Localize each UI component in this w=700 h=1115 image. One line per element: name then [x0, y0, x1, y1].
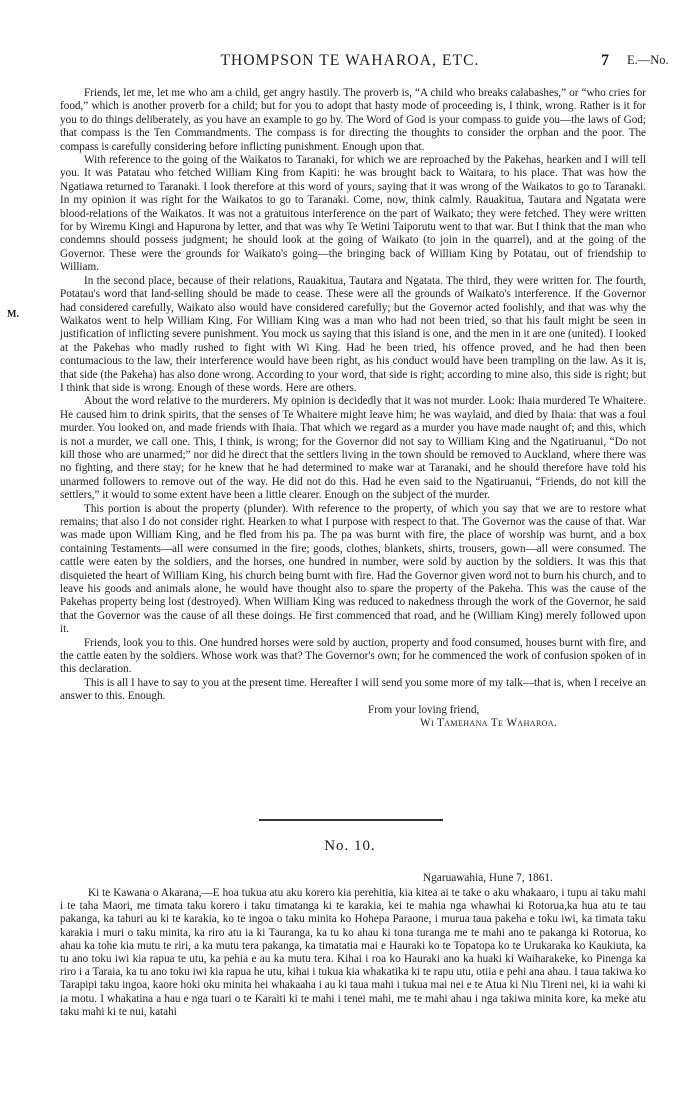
paper-code: E.—No.	[627, 53, 669, 67]
paragraph: In the second place, because of their relations, Rauakitua, Tautara and Ngatata. The third, they were written for. The fourth, Potatau's word that land-selling should be made to cease. These were all the grounds of Waikato's interference. If the Governor had considered carefully, Waikato also would have considered carefully; but the Governor acted foolishly, and that was why the Waikatos went to help William King. For William King was a man who had not been tried, so that his fault might be seen in justification of inflicting severe punishment. You mock us saying that this island is one, and the men in it are one (united). I looked at the Pakehas who madly rushed to fight with Wi King. Had he been tried, his offence proved, and he had then been contumacious to the law, their interference would have been right, as his conduct would have been trampling on the law. As it is, that side (the Pakeha) has also done wrong. According to your word, that side is right; according to mine also, this side is right; but I think that side is wrong. Enough of these words. Here are others.	[60, 274, 646, 394]
signature: Wi Tamehana Te Waharoa.	[420, 717, 558, 730]
maori-letter-body	[60, 887, 646, 1019]
section-heading: No. 10.	[324, 838, 376, 854]
paragraph: Ki te Kawana o Akarana,—E hoa tukua atu aku korero kia perehitia, kia kitea ai te take o aku whakaaro, i tupu ai taku mahi i te taha Maori, me timata taku korero i taku timatanga ki te karakia, kei te mahia nga whawhai ki Rotorua,ka hua atu te tau pakanga, ka tahuri au ki te karakia, ko te ingoa o taku minita ko Hohepa Paraone, i murua taua pakeha e toku iwi, ka timata taku karakia i muri o taku minita, ka riro atu ia ki Tauranga, ka tu ko ahau ki tona turanga me te mahi ano te pakanga ki Rotorua, ko ahau ka tohe kia mutu te riri, a ka mutu tera pakanga, ka timatatia mai e Hauraki ko te Topatopa ko te Urukaraka ko Kaukiuta, ka tu ano toku iwi kia rapua te utu, ka pehia e au ka mutu tera. Kihai i roa ko Hauraki ano ka huaki ki Waiharakeke, ko Pinenga ka riro i a Taraia, ka tu ano toku iwi kia rapua he utu, kihai i tukua kia whakatika ki te rapu utu, otiia e pehi ana ahau. I taua takiwa ko Tarapipi taku ingoa, kaore hoki oku minita hei whakaaha i au ki taua mahi i tukua mai nei e te Atua ki Niu Tireni nei, ki ia wahi ki ia motu. I whakatina a hau e nga tuari o te Karaiti ki te mahi i tenei mahi, me te mahi ahau i nga takiwa minita kore, ka meke atu taku mahi ki te nui, katahi	[60, 887, 646, 1018]
letter-dateline: Ngaruawahia, Hune 7, 1861.	[423, 872, 553, 884]
page-number: 7	[601, 52, 609, 69]
paragraph: Friends, let me, let me who am a child, get angry hastily. The proverb is, “A child who breaks calabashes,” or “who cries for food,” which is another proverb for a child; but for you to adopt that hasty mode of proceeding is, I think, wrong. Rather is it for you to do things deliberately, as you have an example to go by. The Word of God is your compass to guide you—the laws of God; that compass is the Ten Commandments. The compass is for directing the thoughts to consider the orphan and the poor. The compass is carefully considering before inflicting punishment. Enough upon that.	[60, 87, 646, 153]
paragraph: This portion is about the property (plunder). With reference to the property, of which you say that we are to restore what remains; that also I do not consider right. Hearken to what I purpose with respect to that. The Governor was the cause of that. War was made upon William King, and he fled from his pa. The pa was burnt with fire, the place of worship was burnt, and a box containing Testaments—all were consumed in the fire; goods, clothes, blankets, shirts, trousers, gown—all were consumed. The cattle were eaten by the soldiers, and the horses, one hundred in number, were sold by auction by the soldiers. It was this that disquieted the heart of William King, his church being burnt with fire. Had the Governor given word not to burn his church, and to leave his goods and animals alone, he would have thought also to spare the property of the Pakeha. This was the cause of the Pakehas property being lost (destroyed). When William King was reduced to nakedness through the work of the Governor, he said that the Governor was the cause of all these doings. He first commenced that road, and he (William King) merely followed upon it.	[60, 502, 646, 636]
page-header	[0, 52, 700, 74]
letter-closing: From your loving friend,	[368, 703, 480, 716]
paragraph: This is all I have to say to you at the present time. Hereafter I will send you some more of my talk—that is, when I receive an answer to this. Enough.	[60, 676, 646, 703]
paragraph: About the word relative to the murderers. My opinion is decidedly that it was not murder. Look: Ihaia murdered Te Whaitere. He caused him to drink spirits, that the senses of Te Whaitere might leave him; he was waylaid, and died by Ihaia: that was a foul murder. You looked on, and made friends with Ihaia. That which we regard as a murder you have made naught of; and this, which is not a murder, we call one. This, I think, is wrong; for the Governor did not say to William King and the Ngatiruanui, “Do not kill those who are unarmed;” nor did he direct that the settlers living in the town should be removed to Auckland, where there was no fighting, and there stay; for he knew that he had determined to make war at Taranaki, and he should therefore have told his unarmed followers to remove out of the way. He did not do this. Had he even said to the Ngatiruanui, “Friends, do not kill the settlers,” it would to some extent have been a little clearer. Enough on the subject of the murder.	[60, 395, 646, 502]
letter-body	[60, 87, 646, 731]
paragraph: Friends, look you to this. One hundred horses were sold by auction, property and food consumed, houses burnt with fire, and the cattle eaten by the soldiers. Whose work was that? The Governor's own; for he commenced the work of confusion spoken of in this declaration.	[60, 636, 646, 676]
section-divider	[259, 819, 443, 821]
paragraph: With reference to the going of the Waikatos to Taranaki, for which we are reproached by the Pakehas, hearken and I will tell you. It was Patatau who fetched William King from Kapiti: he was brought back to Waitara, to his place. That was how the Ngatiawa returned to Taranaki. I look therefore at this word of yours, saying that it was wrong of the Waikatos to go to Taranaki. In my opinion it was right for the Waikatos to go to Taranaki. Come, now, think calmly. Rauakitua, Tautara and Ngatata were blood-relations of the Waikatos. It was not a gratuitous interference on the part of Waikato; they were fetched. They were written for by Wiremu Kingi and Hapurona by letter, and that was why Te Wetini Taiporutu went to that war. But I think that the man who condemns should possess judgment; he should look at the going of Waikato (to join in the quarrel), and at the going of the Governor. These were the grounds for Waikato's going—the bringing back of William King by Potatau, out of friendship to William.	[60, 154, 646, 274]
running-title: THOMPSON TE WAHAROA, ETC.	[220, 52, 480, 69]
margin-annotation: M.	[7, 309, 19, 320]
